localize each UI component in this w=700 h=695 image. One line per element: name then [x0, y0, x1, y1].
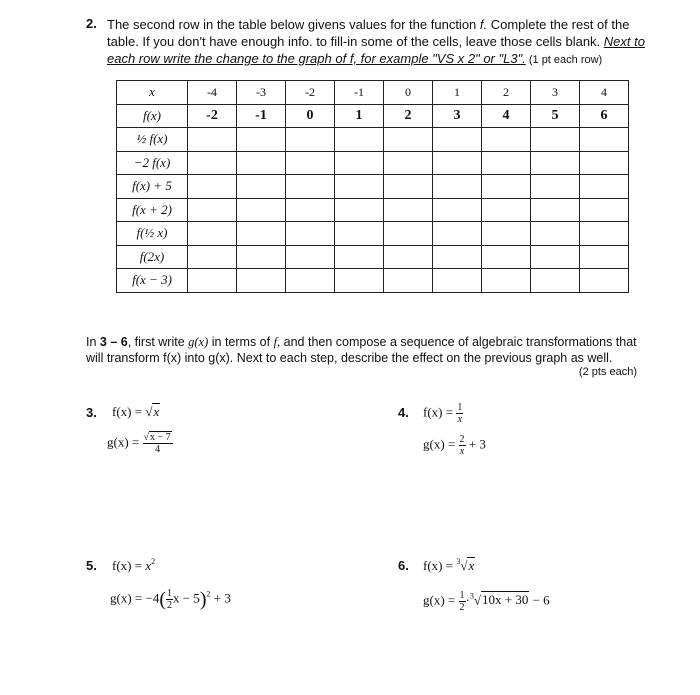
- blank-cell[interactable]: [384, 175, 433, 199]
- blank-cell[interactable]: [188, 245, 237, 269]
- table-header-x: x: [117, 81, 188, 105]
- intro-text-b: in terms of: [208, 335, 274, 349]
- x-value: 1: [433, 81, 482, 105]
- blank-cell[interactable]: [482, 151, 531, 175]
- p3-f-lhs: f(x) =: [112, 404, 146, 419]
- blank-cell[interactable]: [335, 151, 384, 175]
- blank-cell[interactable]: [335, 222, 384, 246]
- blank-cell[interactable]: [335, 245, 384, 269]
- p5-f-base: x: [145, 558, 152, 573]
- blank-cell[interactable]: [286, 222, 335, 246]
- intro-lead: In: [86, 335, 100, 349]
- blank-cell[interactable]: [188, 128, 237, 152]
- f-value: 4: [482, 104, 531, 128]
- p6-f-lhs: f(x) =: [423, 558, 457, 573]
- blank-cell[interactable]: [433, 128, 482, 152]
- p4-f-num: 1: [457, 402, 463, 413]
- x-value: -2: [286, 81, 335, 105]
- blank-cell[interactable]: [531, 128, 580, 152]
- problems-3-6-intro: [86, 334, 637, 366]
- x-value: 3: [531, 81, 580, 105]
- x-value: -4: [188, 81, 237, 105]
- blank-cell[interactable]: [482, 222, 531, 246]
- blank-cell[interactable]: [384, 198, 433, 222]
- blank-cell[interactable]: [286, 128, 335, 152]
- f-value: -1: [237, 104, 286, 128]
- p3-g-fraction: $\frac{√x - 7}{4}$: [143, 432, 171, 455]
- row-label: ½ f(x): [117, 128, 188, 152]
- p5-g-exp: 2: [206, 589, 211, 599]
- problem-2-number: 2.: [86, 16, 97, 31]
- p4-g-tail: + 3: [465, 436, 486, 452]
- blank-cell[interactable]: [384, 269, 433, 293]
- blank-cell[interactable]: [433, 222, 482, 246]
- blank-cell[interactable]: [580, 175, 629, 199]
- f-value: 0: [286, 104, 335, 128]
- p6-g-den: 2: [459, 602, 465, 613]
- p5-f-exp: 2: [151, 557, 156, 566]
- row-label: f(2x): [117, 245, 188, 269]
- row-label: f(x − 3): [117, 269, 188, 293]
- p5-g-fraction: [166, 588, 173, 611]
- table-row: [117, 151, 629, 175]
- problem-3-g: [107, 432, 173, 455]
- blank-cell[interactable]: [286, 269, 335, 293]
- blank-cell[interactable]: [433, 175, 482, 199]
- p4-f-fraction: [456, 402, 463, 425]
- row-label-fx: f(x): [117, 104, 188, 128]
- problem-6-g: g(x) = $\frac{1}{2}$ ·$^3$√10x + 30 − 6: [423, 590, 550, 613]
- blank-cell[interactable]: [482, 198, 531, 222]
- blank-cell[interactable]: [286, 198, 335, 222]
- f-value: 2: [384, 104, 433, 128]
- blank-cell[interactable]: [188, 198, 237, 222]
- table-row-x: [117, 81, 629, 105]
- f-value: 3: [433, 104, 482, 128]
- blank-cell[interactable]: [482, 175, 531, 199]
- blank-cell[interactable]: [237, 269, 286, 293]
- p6-g-dot: ·: [465, 592, 470, 608]
- blank-cell[interactable]: [384, 222, 433, 246]
- blank-cell[interactable]: [482, 128, 531, 152]
- blank-cell[interactable]: [531, 175, 580, 199]
- transformation-table: [116, 80, 629, 293]
- blank-cell[interactable]: [384, 128, 433, 152]
- blank-cell[interactable]: [335, 128, 384, 152]
- blank-cell[interactable]: [482, 245, 531, 269]
- p3-g-num: x − 7: [150, 432, 171, 443]
- p6-g-fraction: [459, 590, 466, 613]
- problem-2-text-a: The second row in the table below givens values for the function: [107, 17, 480, 32]
- blank-cell[interactable]: [286, 151, 335, 175]
- p6-f-rad: x: [468, 558, 475, 573]
- p5-f-lhs: f(x) =: [112, 558, 146, 573]
- blank-cell[interactable]: [433, 245, 482, 269]
- p5-g-num: 1: [167, 588, 172, 599]
- blank-cell[interactable]: [433, 269, 482, 293]
- p5-g-lhs: g(x) = −4: [110, 590, 160, 606]
- table-row: [117, 245, 629, 269]
- intro-points: (2 pts each): [578, 366, 637, 378]
- blank-cell[interactable]: [237, 245, 286, 269]
- blank-cell[interactable]: [580, 198, 629, 222]
- blank-cell[interactable]: [237, 151, 286, 175]
- blank-cell[interactable]: [433, 151, 482, 175]
- blank-cell[interactable]: [531, 151, 580, 175]
- p6-g-rad: 10x + 30: [481, 592, 529, 608]
- intro-range: 3 – 6: [99, 335, 128, 349]
- p4-f-den: x: [457, 414, 463, 425]
- blank-cell[interactable]: [580, 128, 629, 152]
- blank-cell[interactable]: [237, 128, 286, 152]
- p6-g-tail: − 6: [529, 592, 550, 608]
- blank-cell[interactable]: [237, 222, 286, 246]
- blank-cell[interactable]: [188, 222, 237, 246]
- p3-g-lhs: g(x) =: [107, 434, 143, 450]
- p4-g-lhs: g(x) =: [423, 436, 459, 452]
- blank-cell[interactable]: [531, 222, 580, 246]
- problem-5-f: [112, 557, 155, 574]
- p6-g-index: 3: [469, 591, 474, 601]
- blank-cell[interactable]: [237, 175, 286, 199]
- table-row: [117, 222, 629, 246]
- blank-cell[interactable]: [531, 245, 580, 269]
- blank-cell[interactable]: [580, 222, 629, 246]
- blank-cell[interactable]: [384, 151, 433, 175]
- table-row: [117, 269, 629, 293]
- problem-3-number: 3.: [86, 405, 97, 420]
- problem-5-g: g(x) = −4( $\frac{1}{2}$ x − 5)$^2$ + 3: [110, 588, 231, 611]
- blank-cell[interactable]: [580, 269, 629, 293]
- p4-g-num: 2: [459, 434, 465, 445]
- p3-f-rhs: x: [153, 404, 160, 419]
- blank-cell[interactable]: [286, 245, 335, 269]
- blank-cell[interactable]: [580, 151, 629, 175]
- problem-2-points: (1 pt each row): [525, 54, 603, 66]
- blank-cell[interactable]: [286, 175, 335, 199]
- p6-f-index: 3: [456, 557, 461, 566]
- x-value: 4: [580, 81, 629, 105]
- row-label: f(x) + 5: [117, 175, 188, 199]
- blank-cell[interactable]: [335, 198, 384, 222]
- problem-4-number: 4.: [398, 405, 409, 420]
- problem-2-text: [107, 16, 647, 69]
- blank-cell[interactable]: [531, 269, 580, 293]
- blank-cell[interactable]: [580, 245, 629, 269]
- blank-cell[interactable]: [531, 198, 580, 222]
- blank-cell[interactable]: [188, 175, 237, 199]
- table-row: [117, 198, 629, 222]
- p3-g-den: 4: [155, 444, 161, 455]
- row-label: −2 f(x): [117, 151, 188, 175]
- row-label: f(x + 2): [117, 198, 188, 222]
- blank-cell[interactable]: [433, 198, 482, 222]
- row-label: f(½ x): [117, 222, 188, 246]
- blank-cell[interactable]: [384, 245, 433, 269]
- f-value: 1: [335, 104, 384, 128]
- p5-g-inner: x − 5: [173, 590, 200, 606]
- table-row-fx: [117, 104, 629, 128]
- intro-text-a: , first write: [127, 335, 189, 349]
- intro-g: g(x): [188, 335, 209, 349]
- p6-g-lhs: g(x) =: [423, 592, 459, 608]
- problem-2-instruction: Next to each row write the change to the graph of f, for example "VS x 2" or "L3".: [107, 34, 645, 66]
- problem-6-number: 6.: [398, 558, 409, 573]
- blank-cell[interactable]: [188, 269, 237, 293]
- blank-cell[interactable]: [335, 269, 384, 293]
- p4-f-lhs: f(x) =: [423, 404, 457, 420]
- blank-cell[interactable]: [237, 198, 286, 222]
- p6-g-num: 1: [459, 590, 465, 601]
- table-row: [117, 175, 629, 199]
- problem-2-text-b: Complete the rest of the table. If you don't have enough info. to fill-in some of the cells, leave those cells blank.: [107, 17, 630, 49]
- f-value: -2: [188, 104, 237, 128]
- p5-g-den: 2: [167, 600, 172, 611]
- p4-g-den: x: [459, 446, 465, 457]
- table-row: [117, 128, 629, 152]
- problem-3-f: f(x) = √x: [112, 404, 160, 419]
- x-value: 2: [482, 81, 531, 105]
- intro-f: f,: [273, 335, 281, 349]
- problem-2-func: f.: [479, 17, 488, 32]
- problem-4-g: [423, 434, 486, 457]
- problem-4-f: [423, 402, 463, 425]
- f-value: 5: [531, 104, 580, 128]
- p4-g-fraction: [459, 434, 466, 457]
- x-value: 0: [384, 81, 433, 105]
- x-value: -1: [335, 81, 384, 105]
- problem-6-f: f(x) = $^3$√x: [423, 557, 475, 573]
- blank-cell[interactable]: [335, 175, 384, 199]
- blank-cell[interactable]: [482, 269, 531, 293]
- x-value: -3: [237, 81, 286, 105]
- p5-g-tail: + 3: [210, 590, 231, 606]
- intro-text-c: and then compose a sequence of algebraic transformations that will transform f(x) into g(x). Next to each step, describe the effect on the previous graph as well.: [86, 335, 637, 365]
- problem-5-number: 5.: [86, 558, 97, 573]
- f-value: 6: [580, 104, 629, 128]
- blank-cell[interactable]: [188, 151, 237, 175]
